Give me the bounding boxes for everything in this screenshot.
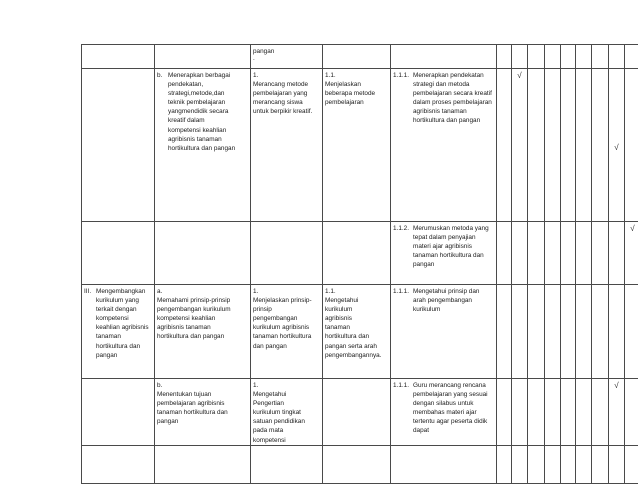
cell (323, 285, 391, 379)
cell (625, 285, 638, 379)
cell (545, 222, 561, 285)
cell (625, 222, 638, 285)
cell (512, 379, 528, 446)
cell (82, 445, 155, 483)
table-row (82, 69, 638, 222)
cell (561, 445, 576, 483)
item-text: Menentukan tujuan pembelajaran agribisnis tanaman hortikultura dan pangan (157, 391, 228, 426)
cell (609, 285, 625, 379)
cell (592, 285, 609, 379)
cell (625, 45, 638, 69)
item-prefix: b. (157, 72, 163, 79)
cell (609, 45, 625, 69)
cell (576, 45, 592, 69)
item-text: Guru merancang rencana pembelajaran yang sesuai dengan silabus untuk membahas materi ajar tertentu agar peserta didik dapat (413, 382, 488, 435)
cell (323, 45, 391, 69)
cell (592, 45, 609, 69)
cell (391, 285, 497, 379)
cell (497, 445, 512, 483)
item-prefix: 1.1.2. (393, 225, 409, 232)
cell (576, 69, 592, 222)
item-prefix: 1. (253, 72, 259, 79)
item-text: Mengembangkan kurikulum yang terkait dengan kompetensi keahlian agribisnis tanaman hortikultura dan pangan (96, 288, 149, 359)
item-prefix: a. (157, 288, 163, 295)
table-row (82, 379, 638, 446)
cell (592, 379, 609, 446)
item-text: Mengetahui kurikulum agribisnis tanaman hortikultura dan pangan serta arah pengembangannya. (325, 297, 382, 359)
cell (391, 222, 497, 285)
cell (545, 45, 561, 69)
cell (592, 69, 609, 222)
item-prefix: 1.1. (325, 288, 336, 295)
cell (592, 445, 609, 483)
check-mark: √ (614, 381, 619, 390)
item-prefix: b. (157, 382, 163, 389)
cell (592, 222, 609, 285)
cell-text: . (253, 55, 255, 63)
cell (497, 69, 512, 222)
cell (155, 222, 251, 285)
cell (512, 285, 528, 379)
cell (545, 379, 561, 446)
cell (512, 222, 528, 285)
cell (512, 69, 528, 222)
check-mark: √ (517, 71, 522, 80)
table-row (82, 222, 638, 285)
item-prefix: 1.1.1. (393, 288, 409, 295)
check-mark: √ (614, 143, 619, 152)
cell (251, 285, 323, 379)
item-text: Merancang metode pembelajaran yang merancang siswa untuk berpikir kreatif. (253, 81, 313, 116)
cell (528, 285, 545, 379)
item-text: Mengetahui Pengertian kurikulum tingkat satuan pendidikan pada mata kompetensi (253, 391, 305, 444)
item-prefix: 1. (253, 382, 259, 389)
cell (251, 445, 323, 483)
cell (82, 285, 155, 379)
cell (323, 69, 391, 222)
cell (625, 445, 638, 483)
cell (155, 445, 251, 483)
cell (323, 379, 391, 446)
cell (576, 222, 592, 285)
cell (528, 69, 545, 222)
cell (391, 445, 497, 483)
cell (561, 285, 576, 379)
cell-text: pangan (253, 48, 275, 55)
cell (609, 445, 625, 483)
item-prefix: 1.1.1. (393, 382, 409, 389)
cell (625, 69, 638, 222)
cell (155, 285, 251, 379)
cell (545, 69, 561, 222)
cell (251, 45, 323, 69)
item-text: Mengetahui prinsip dan arah pengembangan kurikulum (413, 288, 480, 314)
cell (528, 445, 545, 483)
item-prefix: 1.1. (325, 72, 336, 79)
item-prefix: 1.1.1. (393, 72, 409, 79)
item-text: Menjelaskan prinsip-prinsip pengembangan kurikulum agribisnis tanaman hortikultura dan pangan (253, 297, 312, 350)
cell (576, 445, 592, 483)
cell (155, 69, 251, 222)
cell (528, 45, 545, 69)
cell (497, 379, 512, 446)
cell (251, 222, 323, 285)
cell (82, 45, 155, 69)
cell (82, 69, 155, 222)
cell (251, 379, 323, 446)
cell (561, 69, 576, 222)
cell (576, 379, 592, 446)
cell (155, 379, 251, 446)
cell (561, 379, 576, 446)
table-row (82, 285, 638, 379)
check-mark: √ (630, 224, 635, 233)
table-row (82, 445, 638, 483)
cell (497, 222, 512, 285)
item-text: Menerapkan pendekatan strategi dan metoda pembelajaran secara kreatif dalam proses pembelajaran agribisnis tanaman hortikultura dan pangan (413, 72, 492, 125)
cell (512, 445, 528, 483)
cell (497, 285, 512, 379)
cell (576, 285, 592, 379)
cell (391, 45, 497, 69)
cell (391, 379, 497, 446)
cell (561, 222, 576, 285)
table-row (82, 45, 638, 69)
cell (391, 69, 497, 222)
cell (155, 45, 251, 69)
cell (323, 445, 391, 483)
cell (625, 379, 638, 446)
cell (323, 222, 391, 285)
item-prefix: III. (84, 288, 92, 295)
cell (609, 69, 625, 222)
cell (545, 445, 561, 483)
cell (82, 379, 155, 446)
cell (545, 285, 561, 379)
competency-table (81, 44, 638, 484)
item-prefix: 1. (253, 288, 259, 295)
item-text: Merumuskan metoda yang tepat dalam penyajian materi ajar agribisnis tanaman hortikultura dan pangan (413, 225, 489, 269)
item-text: Menerapkan berbagai pendekatan, strategi,metode,dan teknik pembelajaran yangmendidik secara kreatif dalam kompetensi keahlian agribisnis tanaman hortikultura dan pangan (168, 72, 236, 152)
cell (561, 45, 576, 69)
cell (497, 45, 512, 69)
cell (528, 222, 545, 285)
cell (251, 69, 323, 222)
cell (609, 379, 625, 446)
cell (82, 222, 155, 285)
cell (609, 222, 625, 285)
item-text: Menjelaskan beberapa metode pembelajaran (325, 81, 376, 107)
cell (512, 45, 528, 69)
cell (528, 379, 545, 446)
item-text: Memahami prinsip-prinsip pengembangan kurikulum kompetensi keahlian agribisnis tanaman hortikultura dan pangan (157, 297, 231, 341)
